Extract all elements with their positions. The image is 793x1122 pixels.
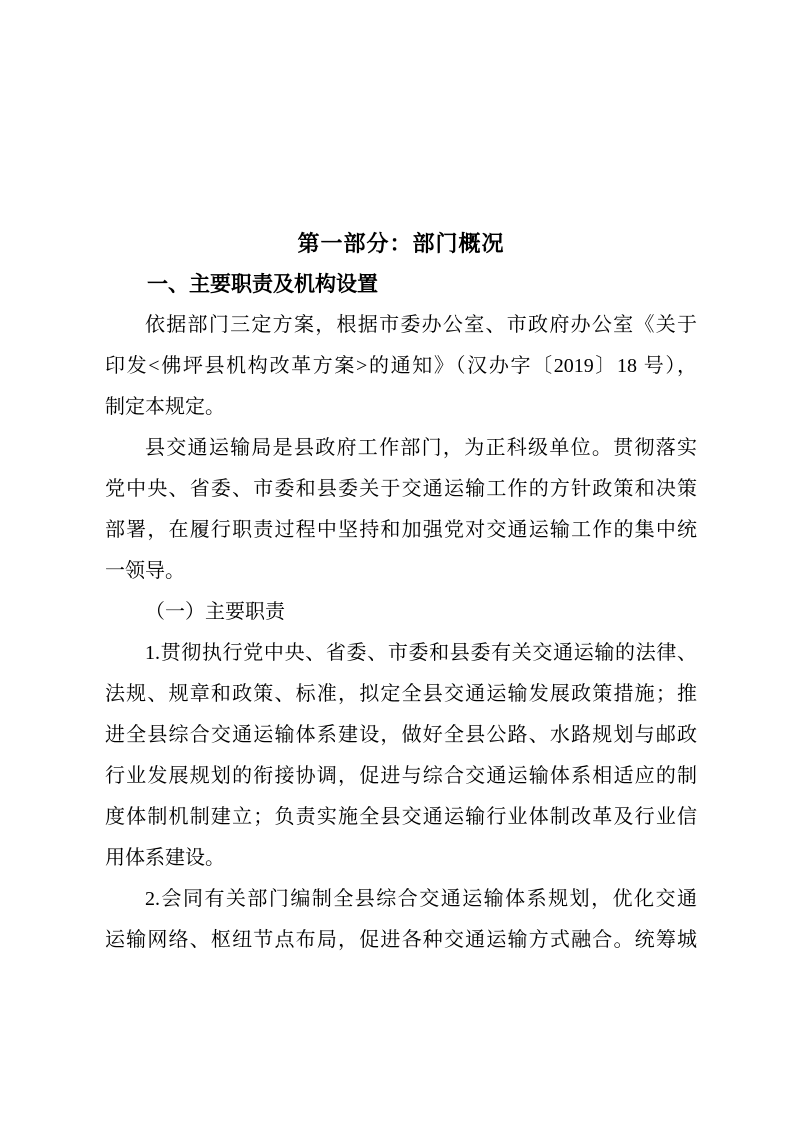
section-heading: 一、主要职责及机构设置 [147,273,378,296]
text-line: 部署，在履行职责过程中坚持和加强党对交通运输工作的集中统 [105,519,697,541]
subsection-heading: （一）主要职责 [145,601,285,623]
duty-item-2 [105,879,697,961]
text-line: 运输网络、枢纽节点布局，促进各种交通运输方式融合。统筹城 [105,929,697,951]
document-content [105,223,697,961]
text-line: 度体制机制建立；负责实施全县交通运输行业体制改革及行业信 [105,806,697,828]
text-line: 行业发展规划的衔接协调，促进与综合交通运输体系相适应的制 [105,765,697,787]
paragraph-bureau-overview [105,428,697,592]
text-line: 进全县综合交通运输体系建设，做好全县公路、水路规划与邮政 [105,724,697,746]
part-title: 第一部分：部门概况 [297,231,505,256]
text-line: 1.贯彻执行党中央、省委、市委和县委有关交通运输的法律、 [145,642,697,664]
text-line: 县交通运输局是县政府工作部门，为正科级单位。贯彻落实 [145,437,697,459]
duty-item-1 [105,633,697,879]
text-line: 2.会同有关部门编制全县综合交通运输体系规划，优化交通 [145,888,697,910]
paragraph-legal-basis [105,305,697,428]
text-line: 制定本规定。 [105,396,225,418]
text-line: 依据部门三定方案，根据市委办公室、市政府办公室《关于 [145,314,697,336]
text-line: 党中央、省委、市委和县委关于交通运输工作的方针政策和决策 [105,478,697,500]
text-line: 用体系建设。 [105,847,225,869]
text-line: 一领导。 [105,560,185,582]
text-line: 法规、规章和政策、标准，拟定全县交通运输发展政策措施；推 [105,683,697,705]
text-line: 印发<佛坪县机构改革方案>的通知》（汉办字〔2019〕18 号）， [105,355,697,377]
